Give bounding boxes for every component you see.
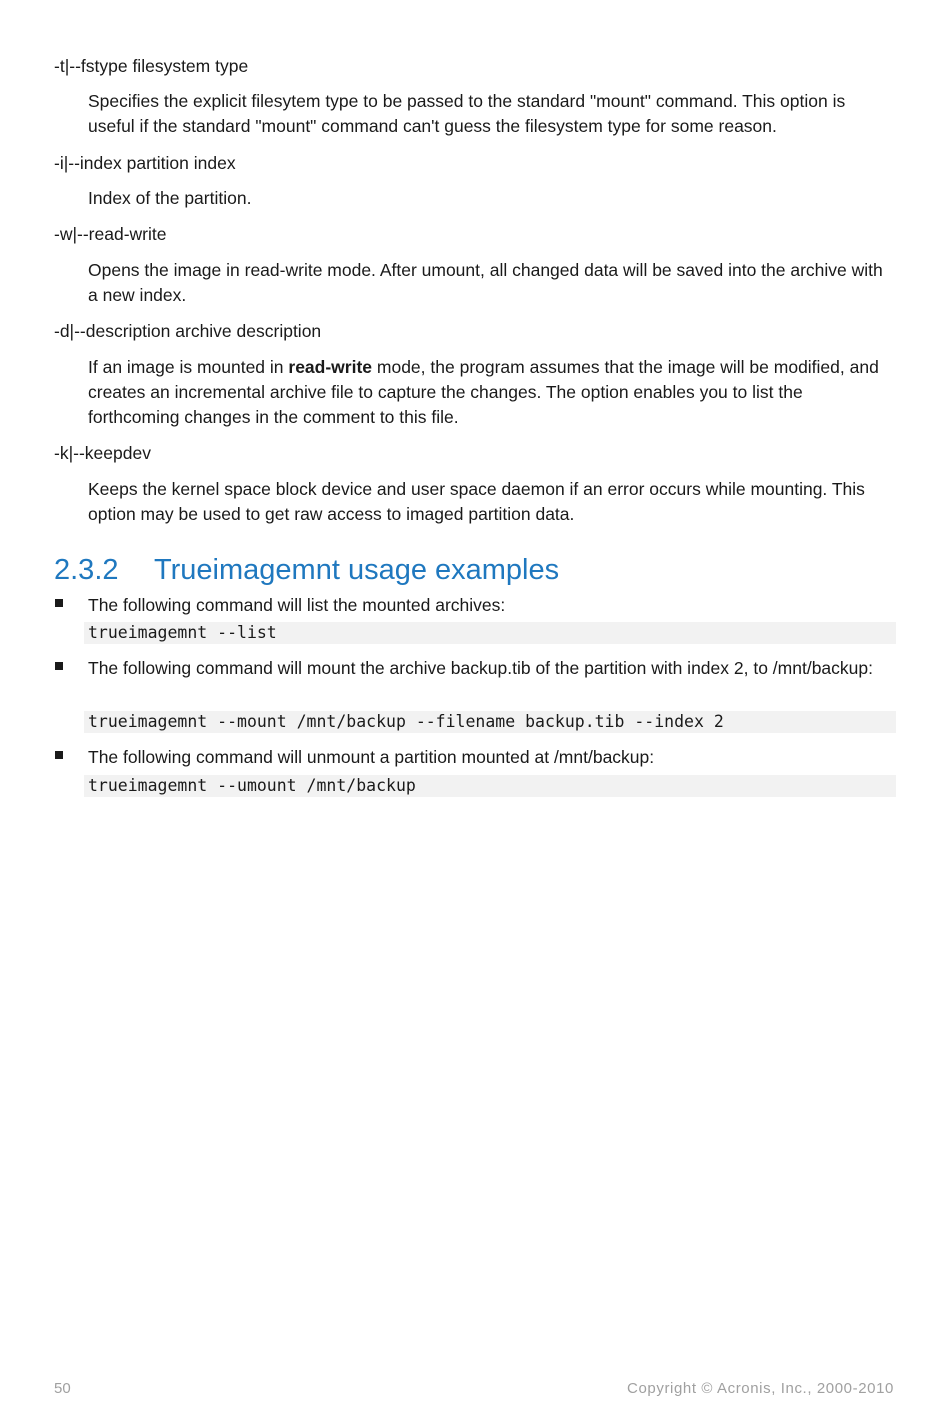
code-block-list: trueimagemnt --list [84,622,896,644]
section-number: 2.3.2 [54,554,119,586]
page-number: 50 [54,1380,71,1397]
code-block-mount: trueimagemnt --mount /mnt/backup --filename backup.tib --index 2 [84,711,896,733]
desc-text-before: If an image is mounted in [88,357,289,377]
option-desc-description [88,355,894,430]
example-text-mount: The following command will mount the archive backup.tib of the partition with index 2, to /mnt/backup: [88,658,873,678]
option-term-fstype: -t|--fstype filesystem type [54,56,249,76]
bullet-square-icon [55,751,63,759]
option-term-keepdev: -k|--keepdev [54,443,151,463]
option-term-index: -i|--index partition index [54,153,236,173]
option-term-read-write: -w|--read-write [54,224,167,244]
bullet-square-icon [55,662,63,670]
section-heading [54,553,559,587]
option-term-description: -d|--description archive description [54,321,322,341]
option-desc-keepdev: Keeps the kernel space block device and user space daemon if an error occurs while mounting. This option may be used to get raw access to imaged partition data. [88,479,865,524]
bullet-square-icon [55,599,63,607]
example-text-list: The following command will list the mounted archives: [88,595,506,615]
option-desc-fstype: Specifies the explicit filesytem type to be passed to the standard "mount" command. This option is useful if the standard "mount" command can't guess the filesystem type for some reason. [88,91,846,136]
desc-text-bold: read-write [288,357,373,377]
section-title: Trueimagemnt usage examples [154,554,560,586]
desc-text-after: mode, the program assumes that the image will be modified, and creates an incremental archive file to capture the changes. The option enables you to list the forthcoming changes in the comment to this file. [88,357,879,427]
copyright-notice: Copyright © Acronis, Inc., 2000-2010 [627,1380,894,1397]
option-desc-read-write: Opens the image in read-write mode. After umount, all changed data will be saved into the archive with a new index. [88,260,883,305]
example-text-umount: The following command will unmount a partition mounted at /mnt/backup: [88,747,655,767]
code-block-umount: trueimagemnt --umount /mnt/backup [84,775,896,797]
option-desc-index: Index of the partition. [88,188,252,208]
